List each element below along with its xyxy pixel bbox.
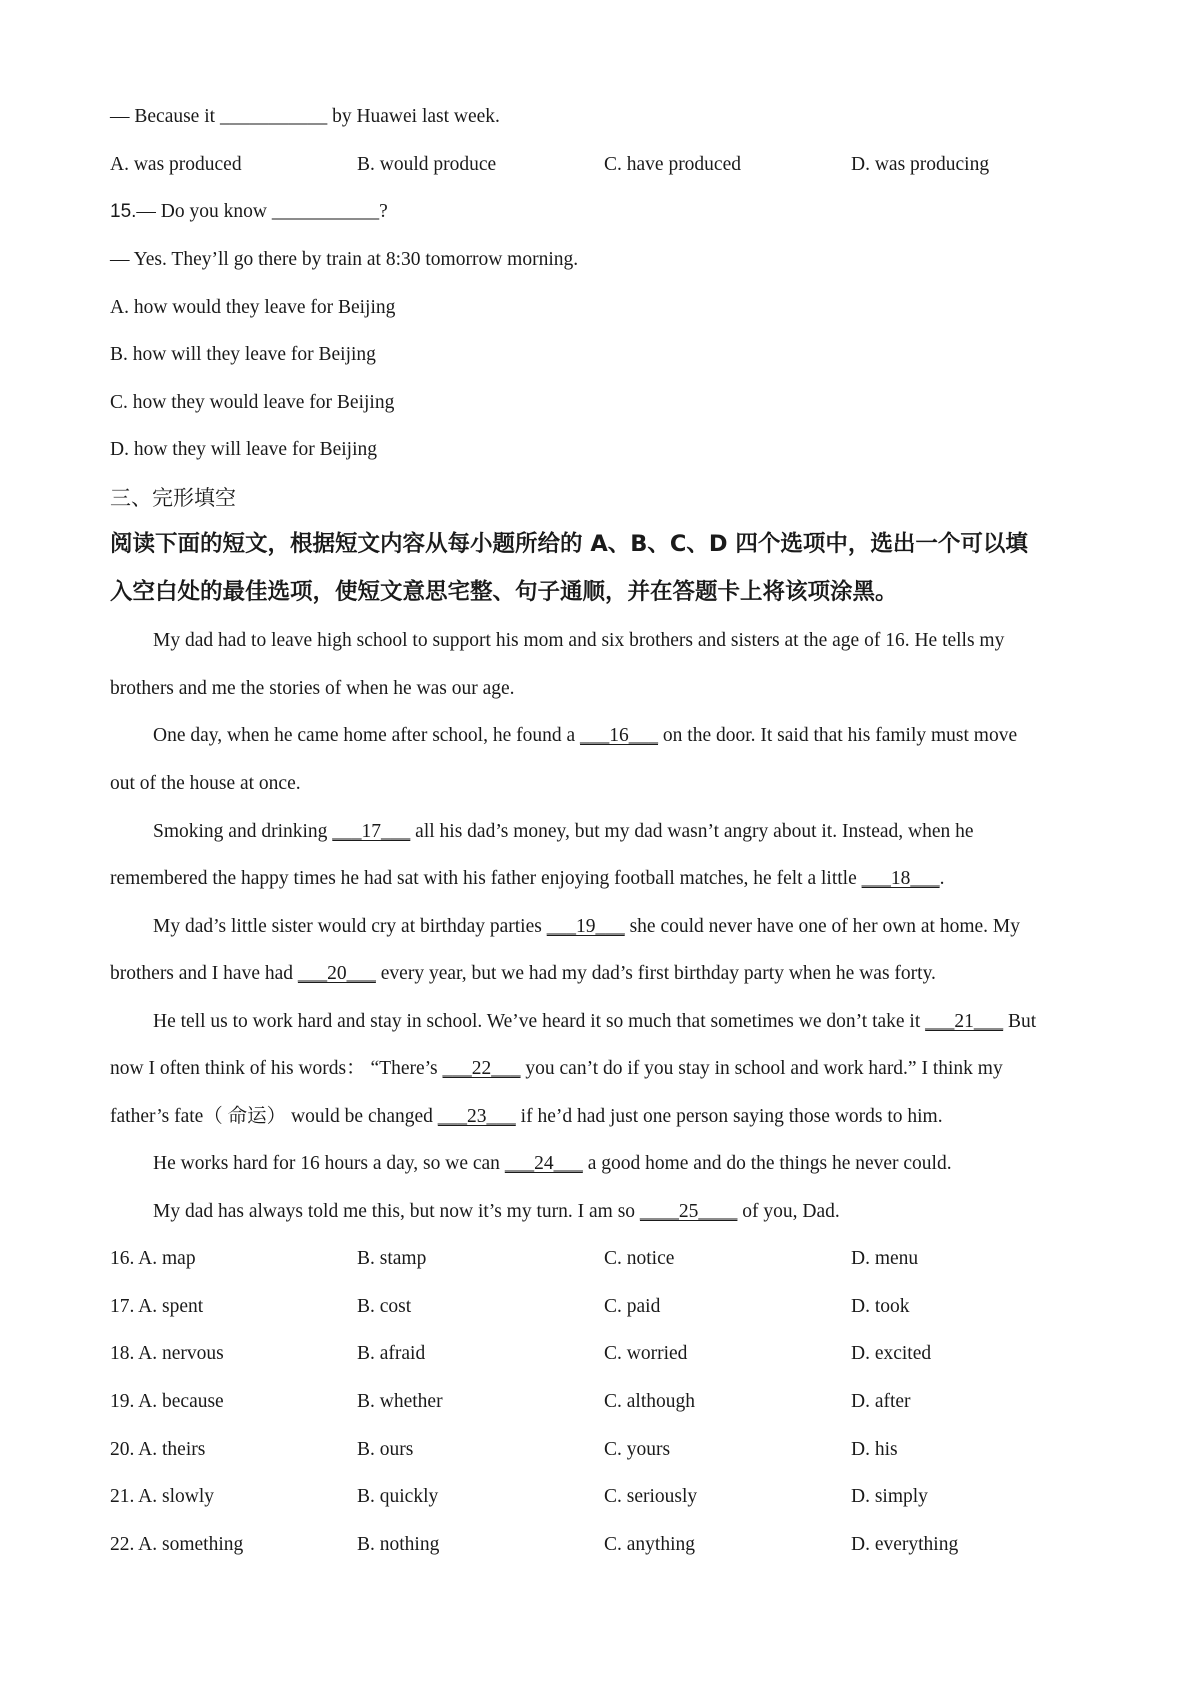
option-b: B. quickly	[357, 1486, 439, 1507]
option-b: B. afraid	[357, 1343, 426, 1364]
q14-options	[110, 151, 1110, 179]
passage-p3-line1: Smoking and drinking ___17___ all his dad’s money, but my dad wasn’t angry about it. Instead, when he	[153, 821, 974, 842]
option-a: 21. A. slowly	[110, 1486, 215, 1507]
question-20-options	[110, 1436, 1110, 1464]
blank-19: ___19___	[546, 916, 625, 937]
passage-p4-line1: My dad’s little sister would cry at birthday parties ___19___ she could never have one of her own at home. My	[153, 916, 1021, 937]
passage-p2-line1: One day, when he came home after school, he found a ___16___ on the door. It said that his family must move	[153, 725, 1018, 746]
option-c: C. notice	[604, 1248, 675, 1269]
blank-16: ___16___	[580, 725, 659, 746]
option-c: C. anything	[604, 1534, 695, 1555]
section-instruction-line1: 阅读下面的短文，根据短文内容从每小题所给的 A、B、C、D 四个选项中，选出一个可以填	[110, 531, 1028, 557]
section-title: 三、完形填空	[110, 486, 236, 510]
option-c: C. worried	[604, 1343, 688, 1364]
option-b: B. ours	[357, 1439, 414, 1460]
option-d: D. his	[851, 1439, 898, 1460]
option-c: C. have produced	[604, 154, 741, 175]
question-22-options	[110, 1531, 1110, 1559]
option-b: B. would produce	[357, 154, 497, 175]
option-c: C. although	[604, 1391, 695, 1412]
option-b: B. stamp	[357, 1248, 427, 1269]
blank-18: ___18___	[861, 868, 940, 889]
option-d: D. took	[851, 1296, 910, 1317]
option-d: D. excited	[851, 1343, 932, 1364]
question-21-options	[110, 1483, 1110, 1511]
passage-p6-line1: He works hard for 16 hours a day, so we can ___24___ a good home and do the things he never could.	[153, 1153, 952, 1174]
blank-25: ____25____	[639, 1201, 738, 1222]
option-a: 17. A. spent	[110, 1296, 204, 1317]
section-instruction-line2: 入空白处的最佳选项，使短文意思宅整、句子通顺，并在答题卡上将该项涂黑。	[110, 579, 898, 605]
blank-21: ___21___	[925, 1011, 1004, 1032]
option-a: 16. A. map	[110, 1248, 196, 1269]
passage-p3-line2: remembered the happy times he had sat with his father enjoying football matches, he felt a little ___18___.	[110, 868, 945, 889]
option-d: D. was producing	[851, 154, 990, 175]
option-c: C. yours	[604, 1439, 671, 1460]
option-a: 20. A. theirs	[110, 1439, 206, 1460]
passage-p5-line3: father’s fate（ 命运） would be changed ___23___ if he’d had just one person saying those words to him.	[110, 1106, 943, 1127]
option-c: C. seriously	[604, 1486, 698, 1507]
option-c: C. paid	[604, 1296, 661, 1317]
option-a: 18. A. nervous	[110, 1343, 224, 1364]
blank-24: ___24___	[504, 1153, 583, 1174]
q14-reply: — Because it ___________ by Huawei last week.	[110, 106, 500, 127]
q15-option-b: B. how will they leave for Beijing	[110, 344, 376, 365]
passage-p1-line2: brothers and me the stories of when he was our age.	[110, 678, 515, 699]
q15-option-d: D. how they will leave for Beijing	[110, 439, 377, 460]
blank-17: ___17___	[332, 821, 411, 842]
question-19-options	[110, 1388, 1110, 1416]
passage-p5-line1: He tell us to work hard and stay in school. We’ve heard it so much that sometimes we don’t take it ___21___ But	[153, 1011, 1037, 1032]
passage-p2-line2: out of the house at once.	[110, 773, 301, 794]
option-a: 22. A. something	[110, 1534, 244, 1555]
question-16-options	[110, 1245, 1110, 1273]
option-a: A. was produced	[110, 154, 242, 175]
blank-22: ___22___	[442, 1058, 521, 1079]
blank-20: ___20___	[297, 963, 376, 984]
option-d: D. after	[851, 1391, 911, 1412]
passage-p4-line2: brothers and I have had ___20___ every year, but we had my dad’s first birthday party when he was forty.	[110, 963, 936, 984]
option-b: B. whether	[357, 1391, 443, 1412]
option-d: D. everything	[851, 1534, 959, 1555]
q15-option-a: A. how would they leave for Beijing	[110, 297, 396, 318]
passage-p5-line2: now I often think of his words： “There’s ___22___ you can’t do if you stay in school and work hard.” I think my	[110, 1058, 1003, 1079]
question-17-options	[110, 1293, 1110, 1321]
q15-reply: — Yes. They’ll go there by train at 8:30 tomorrow morning.	[110, 249, 579, 270]
option-a: 19. A. because	[110, 1391, 224, 1412]
option-d: D. menu	[851, 1248, 919, 1269]
option-b: B. cost	[357, 1296, 412, 1317]
passage-p7-line1: My dad has always told me this, but now it’s my turn. I am so ____25____ of you, Dad.	[153, 1201, 840, 1222]
option-d: D. simply	[851, 1486, 928, 1507]
question-18-options	[110, 1340, 1110, 1368]
passage-p1-line1: My dad had to leave high school to support his mom and six brothers and sisters at the age of 16. He tells my	[153, 630, 1005, 651]
option-b: B. nothing	[357, 1534, 440, 1555]
blank-23: ___23___	[437, 1106, 516, 1127]
q15-prompt: 15.— Do you know ___________?	[110, 201, 388, 222]
q15-option-c: C. how they would leave for Beijing	[110, 392, 395, 413]
